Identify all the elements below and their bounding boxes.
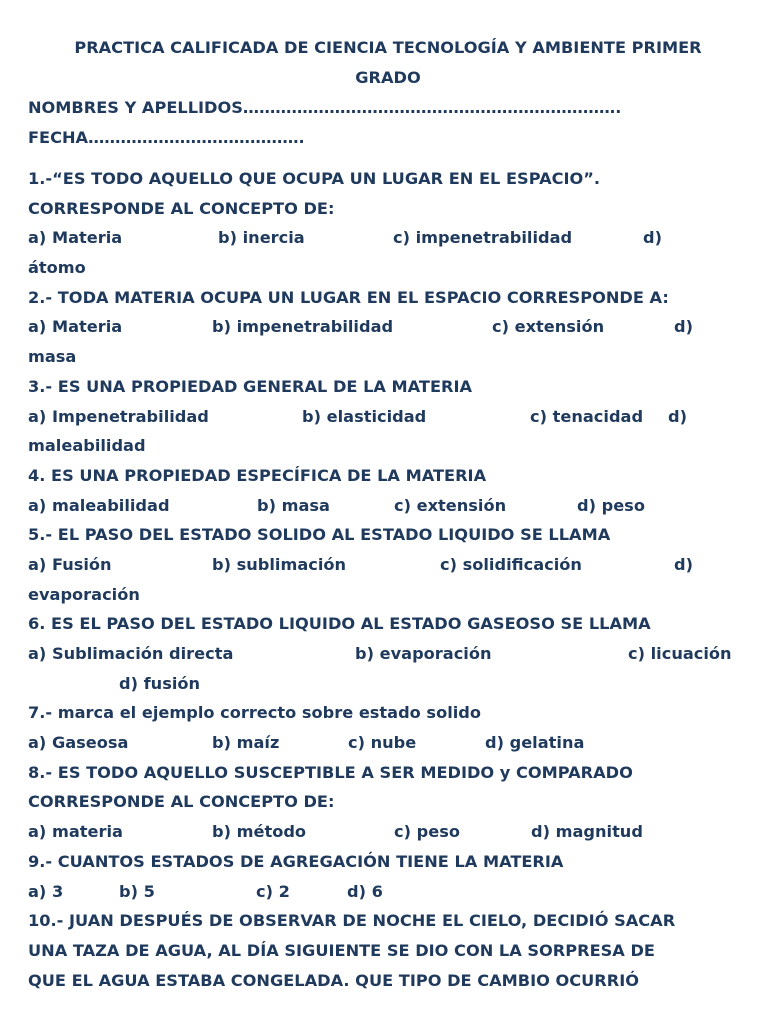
question-9-text-1: 9.- CUANTOS ESTADOS DE AGREGACIÓN TIENE LA MATERIA [28,851,564,871]
question-2-text-1: 2.- TODA MATERIA OCUPA UN LUGAR EN EL ESPACIO CORRESPONDE A: [28,287,669,307]
q8-option-c: c) peso [394,822,460,842]
q6-option-c: c) licuación [628,644,732,663]
q4-option-b: b) masa [257,495,330,515]
q3-option-a: a) Impenetrabilidad [28,406,209,426]
question-3 [28,372,752,461]
question-2-options [28,312,752,342]
q5-option-d: d) [674,554,693,574]
q4-option-d: d) peso [577,495,645,515]
q6-option-b: b) evaporación [355,644,492,663]
question-10-text-1: 10.- JUAN DESPUÉS DE OBSERVAR DE NOCHE EL CIELO, DECIDIÓ SACAR [28,911,676,931]
student-info [28,93,748,152]
question-8-options [28,817,752,847]
question-8-text-1: 8.- ES TODO AQUELLO SUSCEPTIBLE A SER MEDIDO y COMPARADO [28,762,633,782]
question-10 [28,906,752,995]
q2-option-d: d) [674,317,693,337]
question-7-options [28,728,752,758]
question-5 [28,520,752,609]
question-6-text-1: 6. ES EL PASO DEL ESTADO LIQUIDO AL ESTADO GASEOSO SE LLAMA [28,614,651,634]
question-1-options [28,223,752,253]
q5-option-a: a) Fusión [28,554,112,574]
q3-option-d-wrap: maleabilidad [28,436,146,456]
question-1-text-1: 1.-“ES TODO AQUELLO QUE OCUPA UN LUGAR EN EL ESPACIO”. [28,169,601,188]
question-6-options [28,639,752,669]
q5-option-d-wrap: evaporación [28,584,140,604]
q7-option-d: d) gelatina [485,733,585,753]
q3-option-b: b) elasticidad [302,406,427,426]
q8-option-a: a) materia [28,822,123,842]
q1-option-a: a) Materia [28,228,123,248]
question-5-options [28,550,752,580]
q5-option-c: c) solidificación [440,554,582,574]
question-7 [28,698,752,757]
question-4-options [28,491,752,521]
question-1-text-2: CORRESPONDE AL CONCEPTO DE: [28,198,335,218]
q2-option-c: c) extensión [492,317,605,337]
q5-option-b: b) sublimación [212,554,347,574]
q4-option-c: c) extensión [394,495,507,515]
q4-option-a: a) maleabilidad [28,495,170,515]
q8-option-b: b) método [212,822,307,842]
q8-option-d: d) magnitud [531,822,643,842]
q6-option-a: a) Sublimación directa [28,644,234,663]
q9-option-b: b) 5 [119,881,155,901]
q6-option-d: d) fusión [119,673,201,693]
q1-option-d: d) [643,228,662,248]
question-3-text-1: 3.- ES UNA PROPIEDAD GENERAL DE LA MATERIA [28,376,473,396]
question-10-text-2: UNA TAZA DE AGUA, AL DÍA SIGUIENTE SE DIO CON LA SORPRESA DE [28,940,655,960]
q2-option-a: a) Materia [28,317,123,337]
q3-option-c: c) tenacidad [530,406,644,426]
question-4-text-1: 4. ES UNA PROPIEDAD ESPECÍFICA DE LA MATERIA [28,465,487,485]
nombres-field-label: NOMBRES Y APELLIDOS……………………………………………………………. [28,98,622,117]
question-6 [28,609,752,698]
question-7-text-1: 7.- marca el ejemplo correcto sobre estado solido [28,703,481,723]
q2-option-b: b) impenetrabilidad [212,317,394,337]
title-line-1: PRACTICA CALIFICADA DE CIENCIA TECNOLOGÍA Y AMBIENTE PRIMER [74,38,702,57]
q9-option-d: d) 6 [347,881,383,901]
q3-option-d: d) [668,406,687,426]
question-2 [28,283,752,372]
question-8 [28,758,752,847]
question-3-options [28,402,752,432]
worksheet-title [28,33,748,92]
q7-option-a: a) Gaseosa [28,733,129,753]
question-9-options [28,877,752,907]
q7-option-b: b) maíz [212,733,280,753]
q1-option-c: c) impenetrabilidad [393,228,573,248]
question-5-text-1: 5.- EL PASO DEL ESTADO SOLIDO AL ESTADO LIQUIDO SE LLAMA [28,525,611,545]
fecha-field-label: FECHA…………………………………. [28,127,305,147]
question-10-text-3: QUE EL AGUA ESTABA CONGELADA. QUE TIPO DE CAMBIO OCURRIÓ [28,970,640,990]
title-line-2: GRADO [355,67,421,87]
q7-option-c: c) nube [348,733,417,753]
q1-option-d-wrap: átomo [28,258,86,278]
questions-list [28,164,752,995]
q9-option-a: a) 3 [28,881,64,901]
q1-option-b: b) inercia [218,228,305,248]
question-9 [28,847,752,906]
question-1 [28,164,752,283]
q9-option-c: c) 2 [256,881,290,901]
question-4 [28,461,752,520]
q2-option-d-wrap: masa [28,347,77,367]
question-8-text-2: CORRESPONDE AL CONCEPTO DE: [28,792,335,812]
